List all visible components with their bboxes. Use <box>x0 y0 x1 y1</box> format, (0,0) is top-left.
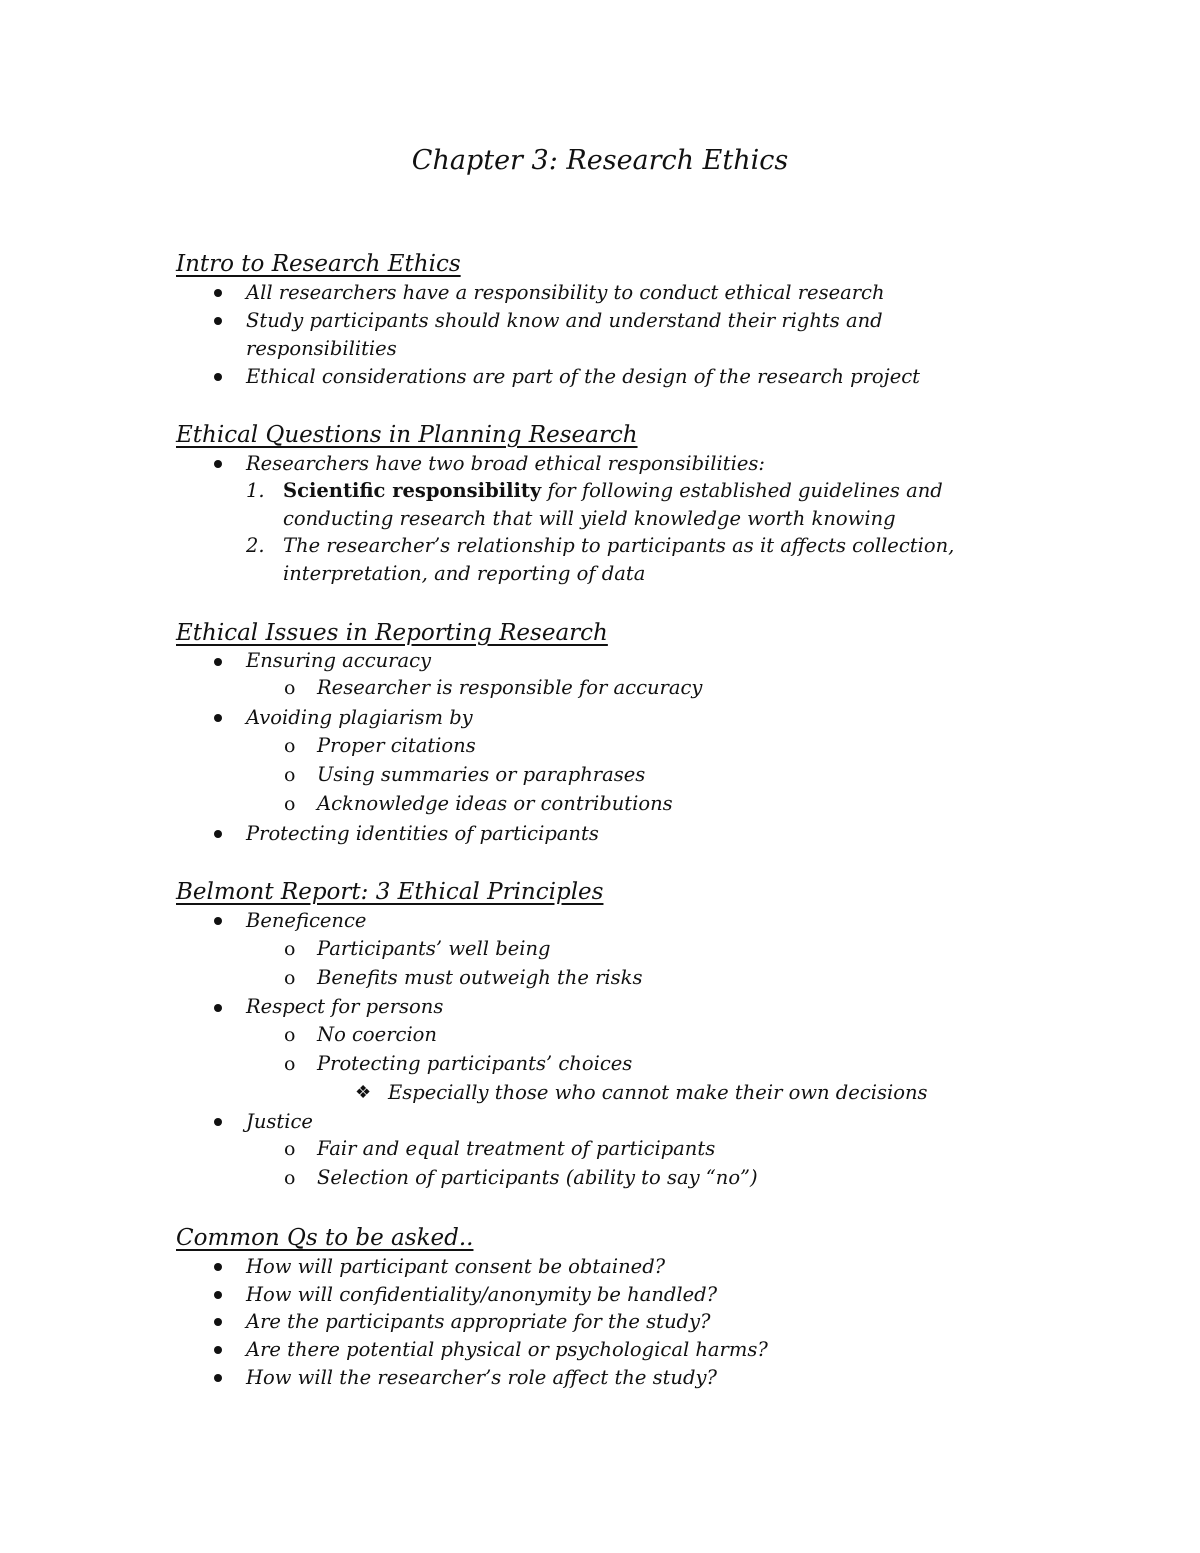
list-item: Researchers have two broad ethical responsibilities: <box>246 452 765 475</box>
list-item: Are there potential physical or psychological harms? <box>246 1338 768 1361</box>
bullet-icon <box>214 1118 222 1126</box>
diamond-bullet-icon: ❖ <box>355 1082 372 1103</box>
heading-common-qs: Common Qs to be asked.. <box>176 1225 474 1251</box>
list-item: Justice <box>246 1110 313 1133</box>
list-item: Avoiding plagiarism by <box>246 706 473 729</box>
list-item: Ethical considerations are part of the design of the research project <box>246 365 921 388</box>
sub-list-item: Researcher is responsible for accuracy <box>317 676 703 699</box>
circle-bullet-icon: o <box>284 1024 296 1046</box>
bullet-icon <box>214 714 222 722</box>
number-marker: 2. <box>246 534 265 557</box>
circle-bullet-icon: o <box>284 793 296 815</box>
heading-intro: Intro to Research Ethics <box>176 251 461 277</box>
sub-list-item: Proper citations <box>317 734 476 757</box>
list-item: Protecting identities of participants <box>246 822 599 845</box>
numbered-item: The researcher’s relationship to participants as it affects collection, <box>283 534 955 557</box>
sub-list-item: Acknowledge ideas or contributions <box>317 792 673 815</box>
bold-term: Scientific responsibility <box>283 479 542 502</box>
list-item: Ensuring accuracy <box>246 649 432 672</box>
bullet-icon <box>214 658 222 666</box>
list-item: All researchers have a responsibility to conduct ethical research <box>246 281 885 304</box>
bullet-icon <box>214 373 222 381</box>
bullet-icon <box>214 917 222 925</box>
bullet-icon <box>214 830 222 838</box>
number-marker: 1. <box>246 479 265 502</box>
bullet-icon <box>214 1318 222 1326</box>
circle-bullet-icon: o <box>284 677 296 699</box>
list-item: How will participant consent be obtained? <box>246 1255 666 1278</box>
sub-sub-list-item: Especially those who cannot make their own decisions <box>388 1081 928 1104</box>
list-item: Respect for persons <box>246 995 444 1018</box>
list-item-continuation: responsibilities <box>246 337 397 360</box>
sub-list-item: Participants’ well being <box>317 937 551 960</box>
circle-bullet-icon: o <box>284 967 296 989</box>
list-item: How will the researcher’s role affect the study? <box>246 1366 717 1389</box>
heading-planning: Ethical Questions in Planning Research <box>176 422 638 448</box>
sub-list-item: Benefits must outweigh the risks <box>317 966 643 989</box>
list-item: Are the participants appropriate for the study? <box>246 1310 711 1333</box>
bullet-icon <box>214 460 222 468</box>
numbered-item-continuation: interpretation, and reporting of data <box>283 562 646 585</box>
bullet-icon <box>214 1291 222 1299</box>
numbered-item <box>283 477 943 505</box>
bullet-icon <box>214 1004 222 1012</box>
list-item: Beneficence <box>246 909 367 932</box>
circle-bullet-icon: o <box>284 1053 296 1075</box>
page-title: Chapter 3: Research Ethics <box>411 145 789 176</box>
heading-belmont: Belmont Report: 3 Ethical Principles <box>176 879 604 905</box>
bullet-icon <box>214 1346 222 1354</box>
numbered-item-text: for following established guidelines and <box>541 479 943 502</box>
sub-list-item: Using summaries or paraphrases <box>317 763 646 786</box>
heading-reporting: Ethical Issues in Reporting Research <box>176 620 608 646</box>
bullet-icon <box>214 289 222 297</box>
numbered-item-continuation: conducting research that will yield knowledge worth knowing <box>283 507 896 530</box>
bullet-icon <box>214 317 222 325</box>
sub-list-item: Fair and equal treatment of participants <box>317 1137 716 1160</box>
list-item: Study participants should know and understand their rights and <box>246 309 883 332</box>
bullet-icon <box>214 1374 222 1382</box>
circle-bullet-icon: o <box>284 1167 296 1189</box>
bullet-icon <box>214 1263 222 1271</box>
sub-list-item: No coercion <box>317 1023 437 1046</box>
list-item: How will confidentiality/anonymity be handled? <box>246 1283 718 1306</box>
circle-bullet-icon: o <box>284 735 296 757</box>
circle-bullet-icon: o <box>284 1138 296 1160</box>
sub-list-item: Protecting participants’ choices <box>317 1052 633 1075</box>
circle-bullet-icon: o <box>284 938 296 960</box>
circle-bullet-icon: o <box>284 764 296 786</box>
sub-list-item: Selection of participants (ability to say “no”) <box>317 1166 758 1189</box>
